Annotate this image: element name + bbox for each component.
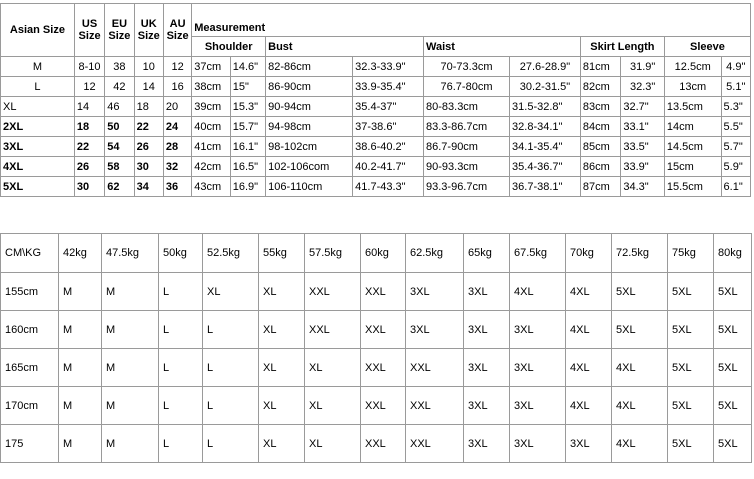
skirt-cm-cell: 81cm — [580, 57, 620, 77]
size-cell: XXL — [305, 273, 361, 311]
corner-header: CM\KG — [1, 234, 59, 273]
size-cell: 4XL — [566, 311, 612, 349]
sleeve-header: Sleeve — [664, 37, 750, 57]
sleeve-cm-cell: 14cm — [664, 117, 721, 137]
height-cell: 160cm — [1, 311, 59, 349]
skirt-cm-cell: 86cm — [580, 157, 620, 177]
size-cell: XXL — [361, 425, 406, 463]
sleeve-cm-cell: 15.5cm — [664, 177, 721, 197]
bust-header: Bust — [266, 37, 424, 57]
size-cell: 5XL — [714, 349, 752, 387]
weight-header: 60kg — [361, 234, 406, 273]
skirt-in-cell: 32.7" — [621, 97, 665, 117]
uk-size-cell: 26 — [134, 137, 163, 157]
uk-size-cell: 14 — [134, 77, 163, 97]
size-cell: XL — [305, 349, 361, 387]
us-size-cell: 30 — [74, 177, 104, 197]
bust-cm-cell: 94-98cm — [266, 117, 353, 137]
sleeve-in-cell: 5.3" — [721, 97, 750, 117]
waist-header: Waist — [424, 37, 581, 57]
skirt-length-header: Skirt Length — [580, 37, 664, 57]
shoulder-cm-cell: 38cm — [192, 77, 230, 97]
weight-header: 57.5kg — [305, 234, 361, 273]
asian-size-cell: XL — [1, 97, 75, 117]
bust-in-cell: 41.7-43.3" — [353, 177, 424, 197]
asian-size-cell: 5XL — [1, 177, 75, 197]
eu-size-cell: 46 — [105, 97, 134, 117]
shoulder-cm-cell: 41cm — [192, 137, 230, 157]
sleeve-in-cell: 5.7" — [721, 137, 750, 157]
size-cell: XXL — [361, 311, 406, 349]
eu-size-cell: 42 — [105, 77, 134, 97]
size-cell: 3XL — [464, 387, 510, 425]
asian-size-cell: 2XL — [1, 117, 75, 137]
skirt-cm-cell: 82cm — [580, 77, 620, 97]
sleeve-cm-cell: 13cm — [664, 77, 721, 97]
weight-header: 55kg — [259, 234, 305, 273]
us-size-cell: 22 — [74, 137, 104, 157]
size-cell: XXL — [361, 273, 406, 311]
weight-header: 72.5kg — [612, 234, 668, 273]
asian-size-cell: 3XL — [1, 137, 75, 157]
measurement-header: Measurement — [192, 19, 751, 37]
asian-size-cell: L — [1, 77, 75, 97]
size-cell: 5XL — [714, 273, 752, 311]
eu-size-cell: 38 — [105, 57, 134, 77]
us-size-header: US Size — [74, 4, 104, 57]
au-size-cell: 16 — [163, 77, 191, 97]
size-row-3xl — [1, 137, 751, 157]
bust-cm-cell: 86-90cm — [266, 77, 353, 97]
shoulder-cm-cell: 37cm — [192, 57, 230, 77]
size-row-l — [1, 77, 751, 97]
size-cell: 3XL — [464, 311, 510, 349]
size-cell: M — [59, 425, 102, 463]
size-cell: L — [159, 273, 203, 311]
bust-in-cell: 33.9-35.4" — [353, 77, 424, 97]
weight-header: 80kg — [714, 234, 752, 273]
size-cell: 4XL — [510, 273, 566, 311]
waist-in-cell: 31.5-32.8" — [510, 97, 581, 117]
skirt-cm-cell: 84cm — [580, 117, 620, 137]
size-cell: 5XL — [612, 311, 668, 349]
us-size-cell: 18 — [74, 117, 104, 137]
size-row-m — [1, 57, 751, 77]
sleeve-cm-cell: 15cm — [664, 157, 721, 177]
uk-size-header: UK Size — [134, 4, 163, 57]
skirt-cm-cell: 85cm — [580, 137, 620, 157]
shoulder-in-cell: 16.9" — [230, 177, 265, 197]
size-row-5xl — [1, 177, 751, 197]
size-cell: 4XL — [566, 387, 612, 425]
size-cell: 5XL — [668, 425, 714, 463]
au-size-cell: 36 — [163, 177, 191, 197]
bust-in-cell: 38.6-40.2" — [353, 137, 424, 157]
size-cell: M — [102, 425, 159, 463]
size-cell: 3XL — [566, 425, 612, 463]
size-cell: M — [102, 311, 159, 349]
height-row-165 — [1, 349, 752, 387]
waist-cm-cell: 76.7-80cm — [424, 77, 510, 97]
weight-header: 65kg — [464, 234, 510, 273]
size-cell: 4XL — [612, 425, 668, 463]
weight-header-row — [1, 234, 752, 273]
au-size-cell: 12 — [163, 57, 191, 77]
waist-in-cell: 32.8-34.1" — [510, 117, 581, 137]
measurement-spacer — [192, 4, 751, 20]
bust-cm-cell: 98-102cm — [266, 137, 353, 157]
skirt-in-cell: 32.3" — [621, 77, 665, 97]
size-cell: 5XL — [668, 311, 714, 349]
shoulder-cm-cell: 40cm — [192, 117, 230, 137]
size-cell: 3XL — [464, 349, 510, 387]
size-cell: 4XL — [612, 387, 668, 425]
size-cell: 3XL — [510, 425, 566, 463]
waist-cm-cell: 80-83.3cm — [424, 97, 510, 117]
skirt-cm-cell: 83cm — [580, 97, 620, 117]
size-cell: 3XL — [510, 387, 566, 425]
size-cell: L — [203, 425, 259, 463]
uk-size-cell: 18 — [134, 97, 163, 117]
weight-header: 42kg — [59, 234, 102, 273]
size-row-2xl — [1, 117, 751, 137]
size-cell: 5XL — [668, 387, 714, 425]
weight-header: 70kg — [566, 234, 612, 273]
bust-cm-cell: 106-110cm — [266, 177, 353, 197]
size-cell: 3XL — [406, 273, 464, 311]
height-row-170 — [1, 387, 752, 425]
au-size-header: AU Size — [163, 4, 191, 57]
sleeve-cm-cell: 14.5cm — [664, 137, 721, 157]
sleeve-cm-cell: 12.5cm — [664, 57, 721, 77]
size-cell: XXL — [305, 311, 361, 349]
size-cell: 3XL — [464, 425, 510, 463]
size-cell: XL — [259, 311, 305, 349]
size-cell: 3XL — [510, 311, 566, 349]
sleeve-in-cell: 5.9" — [721, 157, 750, 177]
size-cell: XL — [259, 387, 305, 425]
size-cell: XXL — [361, 349, 406, 387]
waist-cm-cell: 90-93.3cm — [424, 157, 510, 177]
bust-cm-cell: 102-106com — [266, 157, 353, 177]
shoulder-in-cell: 15" — [230, 77, 265, 97]
height-cell: 165cm — [1, 349, 59, 387]
au-size-cell: 32 — [163, 157, 191, 177]
size-cell: XL — [305, 387, 361, 425]
shoulder-in-cell: 14.6" — [230, 57, 265, 77]
bust-in-cell: 40.2-41.7" — [353, 157, 424, 177]
waist-in-cell: 36.7-38.1" — [510, 177, 581, 197]
weight-height-chart-table — [0, 233, 752, 463]
size-cell: XL — [305, 425, 361, 463]
waist-cm-cell: 93.3-96.7cm — [424, 177, 510, 197]
sleeve-in-cell: 6.1" — [721, 177, 750, 197]
size-cell: 4XL — [566, 273, 612, 311]
sleeve-in-cell: 5.5" — [721, 117, 750, 137]
size-cell: XL — [259, 273, 305, 311]
weight-header: 67.5kg — [510, 234, 566, 273]
size-cell: L — [203, 387, 259, 425]
waist-in-cell: 34.1-35.4" — [510, 137, 581, 157]
uk-size-cell: 30 — [134, 157, 163, 177]
size-cell: M — [102, 349, 159, 387]
size-cell: XXL — [361, 387, 406, 425]
size-cell: 5XL — [668, 273, 714, 311]
skirt-in-cell: 34.3" — [621, 177, 665, 197]
size-cell: L — [203, 349, 259, 387]
height-row-155 — [1, 273, 752, 311]
size-cell: 3XL — [464, 273, 510, 311]
weight-header: 62.5kg — [406, 234, 464, 273]
height-cell: 175 — [1, 425, 59, 463]
skirt-in-cell: 33.1" — [621, 117, 665, 137]
shoulder-in-cell: 15.7" — [230, 117, 265, 137]
uk-size-cell: 10 — [134, 57, 163, 77]
waist-in-cell: 35.4-36.7" — [510, 157, 581, 177]
size-cell: XXL — [406, 349, 464, 387]
skirt-cm-cell: 87cm — [580, 177, 620, 197]
weight-header: 75kg — [668, 234, 714, 273]
bust-in-cell: 35.4-37" — [353, 97, 424, 117]
height-cell: 155cm — [1, 273, 59, 311]
weight-header: 47.5kg — [102, 234, 159, 273]
size-row-xl — [1, 97, 751, 117]
size-cell: M — [59, 273, 102, 311]
size-row-4xl — [1, 157, 751, 177]
au-size-cell: 28 — [163, 137, 191, 157]
size-cell: 5XL — [612, 273, 668, 311]
height-row-175 — [1, 425, 752, 463]
shoulder-cm-cell: 42cm — [192, 157, 230, 177]
size-cell: 5XL — [714, 387, 752, 425]
size-cell: M — [102, 273, 159, 311]
eu-size-cell: 58 — [105, 157, 134, 177]
skirt-in-cell: 33.5" — [621, 137, 665, 157]
shoulder-cm-cell: 43cm — [192, 177, 230, 197]
uk-size-cell: 34 — [134, 177, 163, 197]
size-cell: L — [159, 425, 203, 463]
shoulder-header: Shoulder — [192, 37, 266, 57]
waist-cm-cell: 83.3-86.7cm — [424, 117, 510, 137]
weight-header: 50kg — [159, 234, 203, 273]
eu-size-cell: 50 — [105, 117, 134, 137]
eu-size-cell: 62 — [105, 177, 134, 197]
bust-cm-cell: 90-94cm — [266, 97, 353, 117]
bust-in-cell: 37-38.6" — [353, 117, 424, 137]
size-header-row-1 — [1, 4, 751, 20]
waist-in-cell: 27.6-28.9" — [510, 57, 581, 77]
asian-size-cell: M — [1, 57, 75, 77]
size-cell: L — [159, 387, 203, 425]
skirt-in-cell: 31.9" — [621, 57, 665, 77]
size-cell: 3XL — [510, 349, 566, 387]
size-cell: 4XL — [612, 349, 668, 387]
size-cell: L — [159, 349, 203, 387]
size-cell: XXL — [406, 387, 464, 425]
us-size-cell: 14 — [74, 97, 104, 117]
size-cell: XL — [203, 273, 259, 311]
height-cell: 170cm — [1, 387, 59, 425]
shoulder-in-cell: 16.5" — [230, 157, 265, 177]
size-cell: M — [102, 387, 159, 425]
size-cell: 4XL — [566, 349, 612, 387]
size-cell: XXL — [406, 425, 464, 463]
height-row-160 — [1, 311, 752, 349]
size-cell: 5XL — [714, 311, 752, 349]
uk-size-cell: 22 — [134, 117, 163, 137]
eu-size-cell: 54 — [105, 137, 134, 157]
weight-header: 52.5kg — [203, 234, 259, 273]
sleeve-cm-cell: 13.5cm — [664, 97, 721, 117]
bust-in-cell: 32.3-33.9" — [353, 57, 424, 77]
size-cell: XL — [259, 425, 305, 463]
eu-size-header: EU Size — [105, 4, 134, 57]
asian-size-header: Asian Size — [1, 4, 75, 57]
size-cell: L — [159, 311, 203, 349]
size-chart-table — [0, 3, 751, 197]
sleeve-in-cell: 4.9" — [721, 57, 750, 77]
waist-cm-cell: 70-73.3cm — [424, 57, 510, 77]
waist-in-cell: 30.2-31.5" — [510, 77, 581, 97]
size-cell: M — [59, 311, 102, 349]
us-size-cell: 26 — [74, 157, 104, 177]
shoulder-cm-cell: 39cm — [192, 97, 230, 117]
size-cell: M — [59, 387, 102, 425]
au-size-cell: 20 — [163, 97, 191, 117]
sleeve-in-cell: 5.1" — [721, 77, 750, 97]
size-cell: L — [203, 311, 259, 349]
bust-cm-cell: 82-86cm — [266, 57, 353, 77]
shoulder-in-cell: 16.1" — [230, 137, 265, 157]
size-cell: 3XL — [406, 311, 464, 349]
us-size-cell: 12 — [74, 77, 104, 97]
size-cell: XL — [259, 349, 305, 387]
waist-cm-cell: 86.7-90cm — [424, 137, 510, 157]
shoulder-in-cell: 15.3" — [230, 97, 265, 117]
au-size-cell: 24 — [163, 117, 191, 137]
size-cell: M — [59, 349, 102, 387]
skirt-in-cell: 33.9" — [621, 157, 665, 177]
size-cell: 5XL — [668, 349, 714, 387]
asian-size-cell: 4XL — [1, 157, 75, 177]
us-size-cell: 8-10 — [74, 57, 104, 77]
size-cell: 5XL — [714, 425, 752, 463]
